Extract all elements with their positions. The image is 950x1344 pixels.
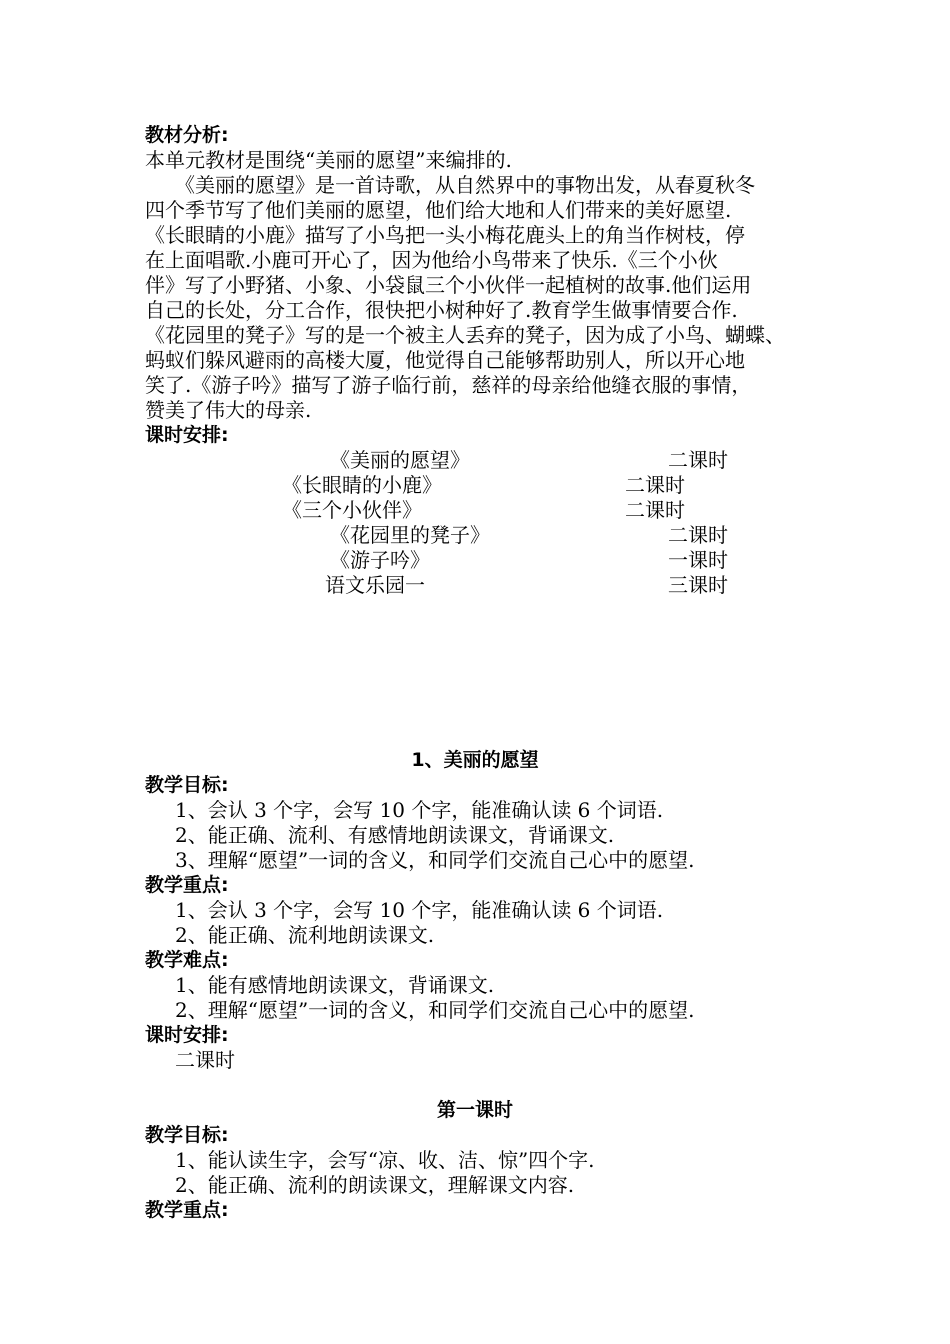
schedule-title: 《花园里的凳子》 [330, 523, 490, 547]
period-goal-item: 1、能认读生字，会写“凉、收、洁、惊”四个字. [175, 1148, 595, 1172]
period-goal-item: 2、能正确、流利的朗读课文，理解课文内容. [175, 1173, 575, 1197]
goal-item: 1、会认 3 个字，会写 10 个字，能准确认读 6 个词语. [175, 798, 664, 822]
goals-heading: 教学目标: [145, 774, 229, 796]
analysis-heading: 教材分析: [145, 124, 229, 146]
analysis-line: 在上面唱歌.小鹿可开心了，因为他给小鸟带来了快乐.《三个小伙 [145, 248, 718, 272]
schedule-title: 语文乐园一 [325, 573, 425, 597]
difficult-points-heading: 教学难点: [145, 949, 229, 971]
lesson-title: 1、美丽的愿望 [411, 749, 539, 771]
key-points-heading: 教学重点: [145, 874, 229, 896]
analysis-line: 自己的长处，分工合作，很快把小树种好了.教育学生做事情要合作. [145, 298, 738, 322]
difficult-point-item: 2、理解“愿望”一词的含义，和同学们交流自己心中的愿望. [175, 998, 695, 1022]
difficult-point-item: 1、能有感情地朗读课文，背诵课文. [175, 973, 495, 997]
schedule-hours: 二课时 [625, 473, 685, 497]
analysis-line: 赞美了伟大的母亲. [145, 398, 312, 422]
analysis-line: 《长眼睛的小鹿》描写了小鸟把一头小梅花鹿头上的角当作树枝，停 [145, 223, 745, 247]
schedule-title: 《美丽的愿望》 [330, 448, 470, 472]
goal-item: 3、理解“愿望”一词的含义，和同学们交流自己心中的愿望. [175, 848, 695, 872]
schedule-title: 《三个小伙伴》 [282, 498, 422, 522]
schedule-hours: 一课时 [668, 548, 728, 572]
key-point-item: 2、能正确、流利地朗读课文. [175, 923, 435, 947]
analysis-line: 四个季节写了他们美丽的愿望，他们给大地和人们带来的美好愿望. [145, 198, 732, 222]
analysis-line: 《美丽的愿望》是一首诗歌，从自然界中的事物出发，从春夏秋冬 [175, 173, 755, 197]
schedule-hours: 二课时 [668, 523, 728, 547]
goal-item: 2、能正确、流利、有感情地朗读课文，背诵课文. [175, 823, 615, 847]
period-goals-heading: 教学目标: [145, 1124, 229, 1146]
schedule-title: 《长眼睛的小鹿》 [282, 473, 442, 497]
schedule-heading: 课时安排: [145, 424, 229, 446]
key-point-item: 1、会认 3 个字，会写 10 个字，能准确认读 6 个词语. [175, 898, 664, 922]
analysis-intro: 本单元教材是围绕“美丽的愿望”来编排的. [145, 148, 512, 172]
analysis-line: 蚂蚁们躲风避雨的高楼大厦，他觉得自己能够帮助别人，所以开心地 [145, 348, 745, 372]
lesson-schedule-heading: 课时安排: [145, 1024, 229, 1046]
schedule-hours: 二课时 [625, 498, 685, 522]
analysis-line: 笑了.《游子吟》描写了游子临行前，慈祥的母亲给他缝衣服的事情， [145, 373, 752, 397]
period-key-heading: 教学重点: [145, 1199, 229, 1221]
analysis-line: 伴》写了小野猪、小象、小袋鼠三个小伙伴一起植树的故事.他们运用 [145, 273, 752, 297]
schedule-hours: 二课时 [668, 448, 728, 472]
period-title: 第一课时 [436, 1099, 513, 1121]
analysis-line: 《花园里的凳子》写的是一个被主人丢弃的凳子，因为成了小鸟、蝴蝶、 [145, 323, 785, 347]
schedule-title: 《游子吟》 [330, 548, 430, 572]
lesson-schedule-value: 二课时 [175, 1048, 235, 1072]
schedule-hours: 三课时 [668, 573, 728, 597]
